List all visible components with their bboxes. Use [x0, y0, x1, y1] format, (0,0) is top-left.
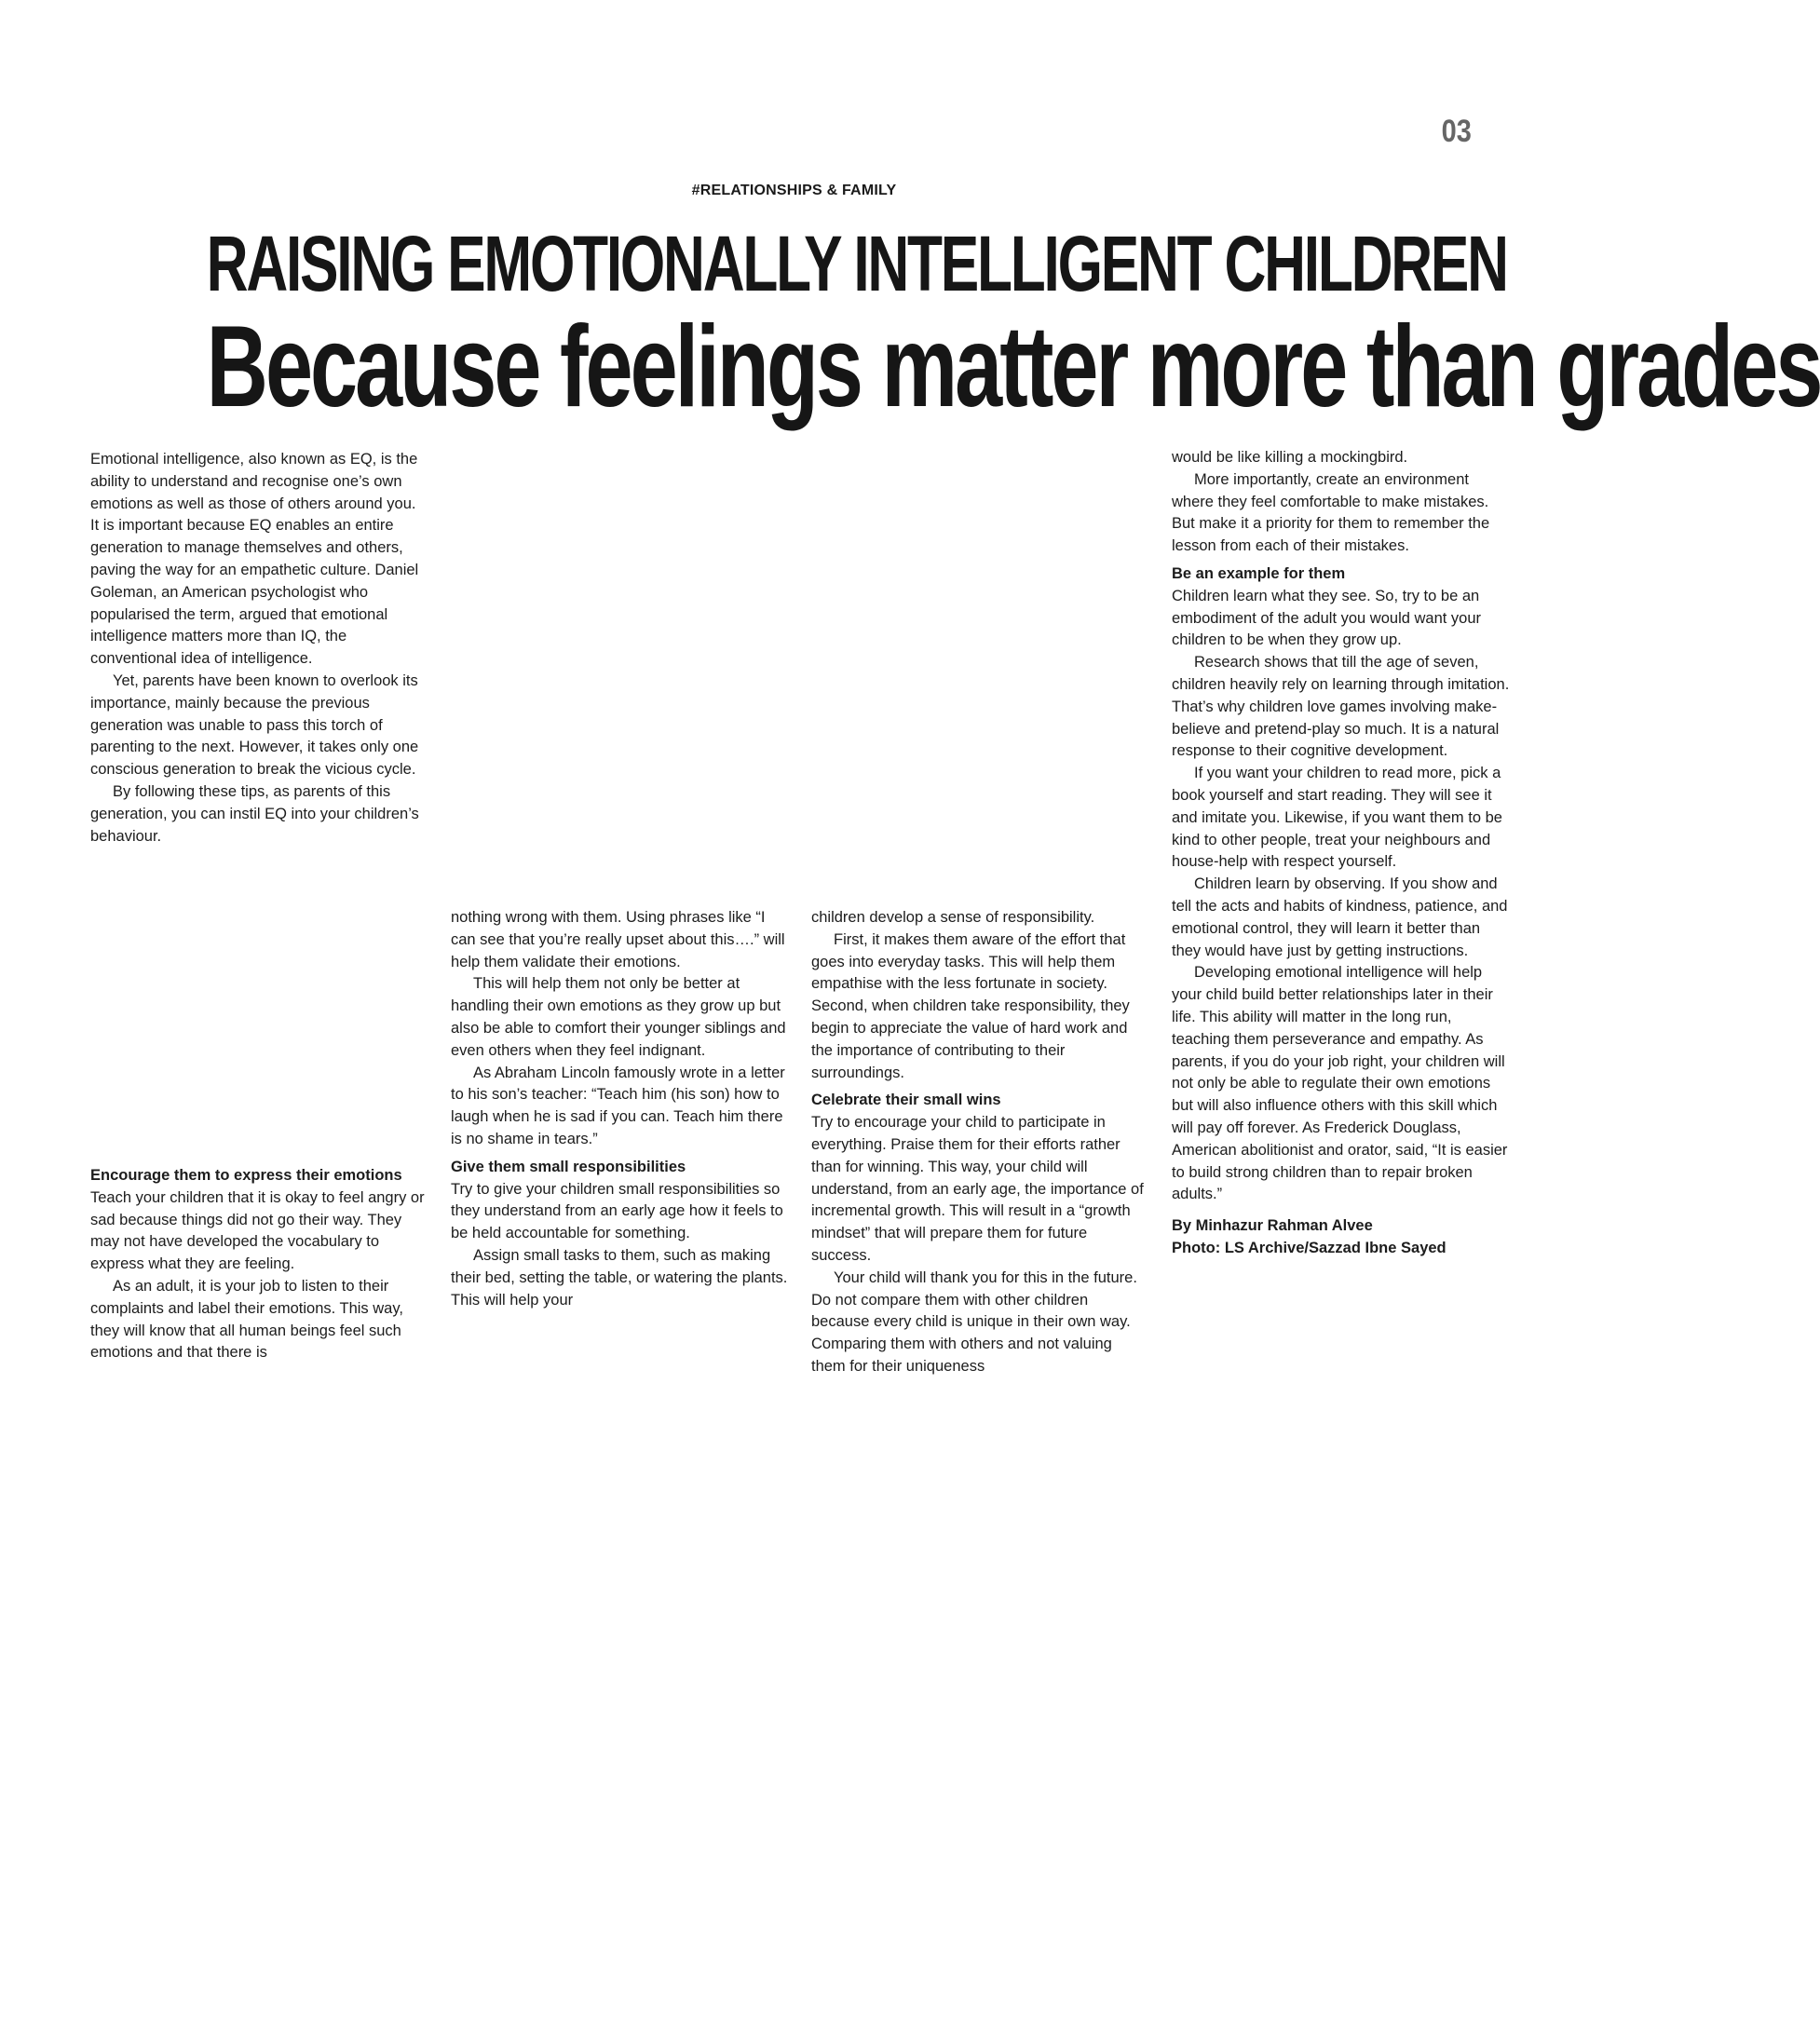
body-paragraph: As an adult, it is your job to listen to their complaints and label their emotions. This way, they will know that all human beings feel such emotions and that there is [90, 1277, 403, 1362]
body-paragraph: Research shows that till the age of seven, children heavily rely on learning through imitation. That’s why children love games involving make-believe and pretend-play so much. It is a natural response to their cognitive development. [1172, 654, 1510, 760]
body-paragraph: Developing emotional intelligence will help your child build better relationships later in their life. This ability will matter in the long run, teaching them perseverance and empathy. As parents, if you do your job right, your children will not only be able to regulate their own emotions but will also influence others with this skill which will pay off forever. As Frederick Douglass, American abolitionist and orator, said, “It is easier to build strong children than to repair broken adults.” [1172, 964, 1508, 1203]
body-paragraph: Children learn by observing. If you show and tell the acts and habits of kindness, patience, and emotional control, they will learn it better than they would have just by getting instructions. [1172, 875, 1508, 959]
article-column-3 [811, 907, 1148, 1378]
intro-column [90, 449, 428, 848]
body-paragraph: Try to encourage your child to participate in everything. Praise them for their efforts rather than for winning. This way, your child will understand, from an early age, the importance of incremental growth. This will result in a “growth mindset” that will prepare them for future success. [811, 1114, 1144, 1264]
body-paragraph: More importantly, create an environment where they feel comfortable to make mistakes. But make it a priority for them to remember the lesson from each of their mistakes. [1172, 470, 1490, 555]
body-paragraph: As Abraham Lincoln famously wrote in a letter to his son’s teacher: “Teach him (his son) how to laugh when he is sad if you can. Teach him there is no shame in tears.” [451, 1064, 785, 1147]
body-paragraph: Your child will thank you for this in the future. Do not compare them with other children because every child is unique in their own way. Comparing them with others and not valuing them for their uniqueness [811, 1268, 1137, 1375]
subheading-express-emotions: Encourage them to express their emotions [90, 1167, 402, 1184]
byline: By Minhazur Rahman Alvee [1172, 1217, 1373, 1235]
body-paragraph: Children learn what they see. So, try to be an embodiment of the adult you would want your children to be when they grow up. [1172, 587, 1482, 649]
intro-paragraph: Emotional intelligence, also known as EQ, is the ability to understand and recognise one’s own emotions as well as those of others around you. It is important because EQ enables an entire generation to manage themselves and others, paving the way for an empathetic culture. Daniel Goleman, an American psychologist who popularised the term, argued that emotional intelligence matters more than IQ, the conventional idea of intelligence. [90, 451, 419, 668]
kicker-title: RAISING EMOTIONALLY INTELLIGENT CHILDREN [206, 220, 1507, 307]
body-paragraph: Teach your children that it is okay to feel angry or sad because things did not go their way. They may not have developed the vocabulary to express what they are feeling. [90, 1188, 425, 1273]
intro-paragraph: By following these tips, as parents of this generation, you can instil EQ into your children’s behaviour. [90, 782, 419, 845]
article-column-1 [90, 1160, 428, 1364]
body-paragraph: If you want your children to read more, pick a book yourself and start reading. They will see it and imitate you. Likewise, if you want them to be kind to other people, treat your neighbours and house-help with respect yourself. [1172, 765, 1502, 871]
article-column-2 [451, 907, 788, 1311]
body-paragraph: nothing wrong with them. Using phrases like “I can see that you’re really upset about this….” will help them validate their emotions. [451, 909, 785, 970]
page-number: 03 [1441, 114, 1472, 149]
intro-paragraph: Yet, parents have been known to overlook its importance, mainly because the previous generation was unable to pass this torch of parenting to the next. However, it takes only one conscious generation to break the vicious cycle. [90, 671, 419, 779]
body-paragraph: Try to give your children small responsibilities so they understand from an early age how it feels to be held accountable for something. [451, 1180, 783, 1242]
subheading-responsibilities: Give them small responsibilities [451, 1158, 686, 1175]
body-paragraph: children develop a sense of responsibility. [811, 909, 1095, 926]
body-paragraph: Assign small tasks to them, such as making their bed, setting the table, or watering the plants. This will help your [451, 1246, 788, 1309]
section-tag: #RELATIONSHIPS & FAMILY [691, 183, 897, 198]
subheading-small-wins: Celebrate their small wins [811, 1092, 1001, 1109]
body-paragraph: would be like killing a mockingbird. [1172, 449, 1408, 466]
article-column-4 [1172, 447, 1513, 1260]
body-paragraph: First, it makes them aware of the effort that goes into everyday tasks. This will help them empathise with the less fortunate in society. Second, when children take responsibility, they begin to appreciate the value of hard work and the importance of contributing to their surroundings. [811, 930, 1130, 1081]
photo-credit: Photo: LS Archive/Sazzad Ibne Sayed [1172, 1239, 1446, 1256]
headline: Because feelings matter more than grades [206, 303, 1820, 431]
subheading-be-an-example: Be an example for them [1172, 564, 1346, 582]
body-paragraph: This will help them not only be better at handling their own emotions as they grow up but also be able to comfort their younger siblings and even others when they feel indignant. [451, 975, 786, 1059]
